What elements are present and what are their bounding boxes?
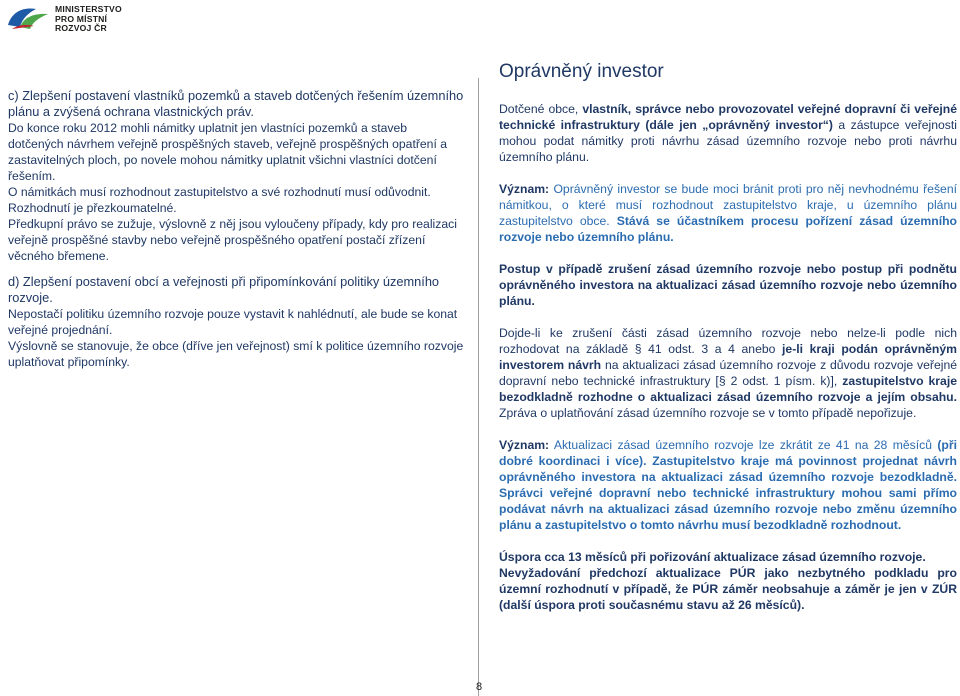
p2-part-a: Oprávněný investor se bude moci bránit proti pro něj nevhodnému řešení námitkou, o které musí rozhodnout zastupitelstvo kraje, u územního plánu zastupitelstvo obce. [499,182,957,228]
paragraph-uspora: Úspora cca 13 měsíců při pořizování aktualizace zásad územního rozvoje. [499,550,926,564]
paragraph-postup: Postup v případě zrušení zásad územního rozvoje nebo postup při podnětu oprávněného investora na aktualizaci zásad územního rozvoje nebo územního plánu. [499,262,957,308]
page-number: 8 [476,681,483,693]
section-c-title: c) Zlepšení postavení vlastníků pozemků a staveb dotčených řešením územního plánu a zvýšená ochrana vlastnických práv. [8,88,464,119]
p5-part-a: Aktualizaci zásad územního rozvoje lze zkrátit ze 41 na 28 měsíců [549,438,938,452]
logo-line-1: MINISTERSTVO [55,4,122,14]
p2-part-b: Stává se účastníkem procesu pořízení zásad územního rozvoje nebo územního plánu. [499,214,957,244]
p4-part-d: zastupitelstvo kraje bezodkladně rozhodne o aktualizaci zásad územního rozvoje a jejím obsahu. [499,374,957,404]
p2-label: Význam: [499,182,550,196]
section-c-paragraph-2: O námitkách musí rozhodnout zastupitelstvo a své rozhodnutí musí odůvodnit. Rozhodnutí je přezkoumatelné. [8,185,431,215]
p5-part-b: (při dobré koordinaci i více). [499,438,957,468]
p1-part-c: a zástupce veřejnosti mohou podat námitky proti návrhu zásad územního rozvoje nebo proti návrhu územního plánu. [499,118,957,164]
p5-part-c: Zastupitelstvo kraje má povinnost projednat návrh oprávněného investora na aktualizaci zásad územního rozvoje bezodkladně. [499,454,957,484]
paragraph-vyznam-2 [499,437,957,533]
ministry-logo [6,5,122,34]
section-d-title: d) Zlepšení postavení obcí a veřejnosti při připomínkování politiky územního rozvoje. [8,274,440,305]
paragraph-vyznam-1 [499,181,957,245]
mmr-logo-icon [6,5,50,31]
p5-part-d: Správci veřejné dopravní nebo technické infrastruktury mohou sami přímo podávat návrh na aktualizaci zásad územního rozvoje nebo změnu územního plánu a zastupitelstvo o tomto návrhu musí bezodkladně rozhodnout. [499,486,957,532]
p5-label: Význam: [499,438,550,452]
logo-line-2: PRO MÍSTNÍ [55,13,108,24]
section-d-paragraph-1: Nepostačí politiku územního rozvoje pouze vystavit k nahlédnutí, ale bude se konat veřejné projednání. [8,307,458,337]
paragraph-dojde-li [499,325,957,421]
logo-line-3: ROZVOJ ČR [55,23,107,34]
p4-part-e: Zpráva o uplatňování zásad územního rozvoje se v tomto případě nepořizuje. [499,406,917,420]
section-c-paragraph-3: Předkupní právo se zužuje, výslovně z něj jsou vyloučeny případy, kdy pro realizaci veřejně prospěšné stavby nebo veřejně prospěšného opatření postačí zřízení věcného břemene. [8,217,457,263]
right-column [499,101,957,613]
column-divider [478,78,479,696]
logo-text [55,5,122,34]
section-title-opravneny-investor: Oprávněný investor [499,61,664,82]
section-c-paragraph-1: Do konce roku 2012 mohli námitky uplatnit jen vlastníci pozemků a staveb dotčených návrhem veřejně prospěšných staveb, veřejně prospěšných opatření a zastavitelných ploch, po novele mohou námitky uplatnit všichni vlastníci dotčení řešením. [8,121,448,183]
p4-part-a: Dojde-li ke zrušení části zásad územního rozvoje nebo nelze-li podle nich rozhodovat na základě § 41 odst. 3 a 4 anebo [499,326,957,356]
p4-part-b: je-li kraji podán oprávněným investorem návrh [499,342,957,372]
p1-part-b: vlastník, správce nebo provozovatel veřejné dopravní či veřejné technické infrastruktury (dále jen „oprávněný investor“) [499,102,957,132]
p4-part-c: na aktualizaci zásad územního rozvoje z důvodu rozvoje veřejné dopravní nebo technické infrastruktury [§ 2 odst. 1 písm. k)], [499,358,958,388]
section-d-paragraph-2: Výslovně se stanovuje, že obce (dříve jen veřejnost) smí k politice územního rozvoje uplatňovat připomínky. [8,339,464,369]
paragraph-dotcene-obce [499,101,957,165]
paragraph-nevyzadovani: Nevyžadování předchozí aktualizace PÚR jako nezbytného podkladu pro územní rozhodnutí v případě, že PÚR záměr neobsahuje a záměr je jen v ZÚR (další úspora proti současnému stavu až 26 měsíců). [499,566,957,612]
left-column [8,88,464,370]
p1-part-a: Dotčené obce, [499,102,583,116]
